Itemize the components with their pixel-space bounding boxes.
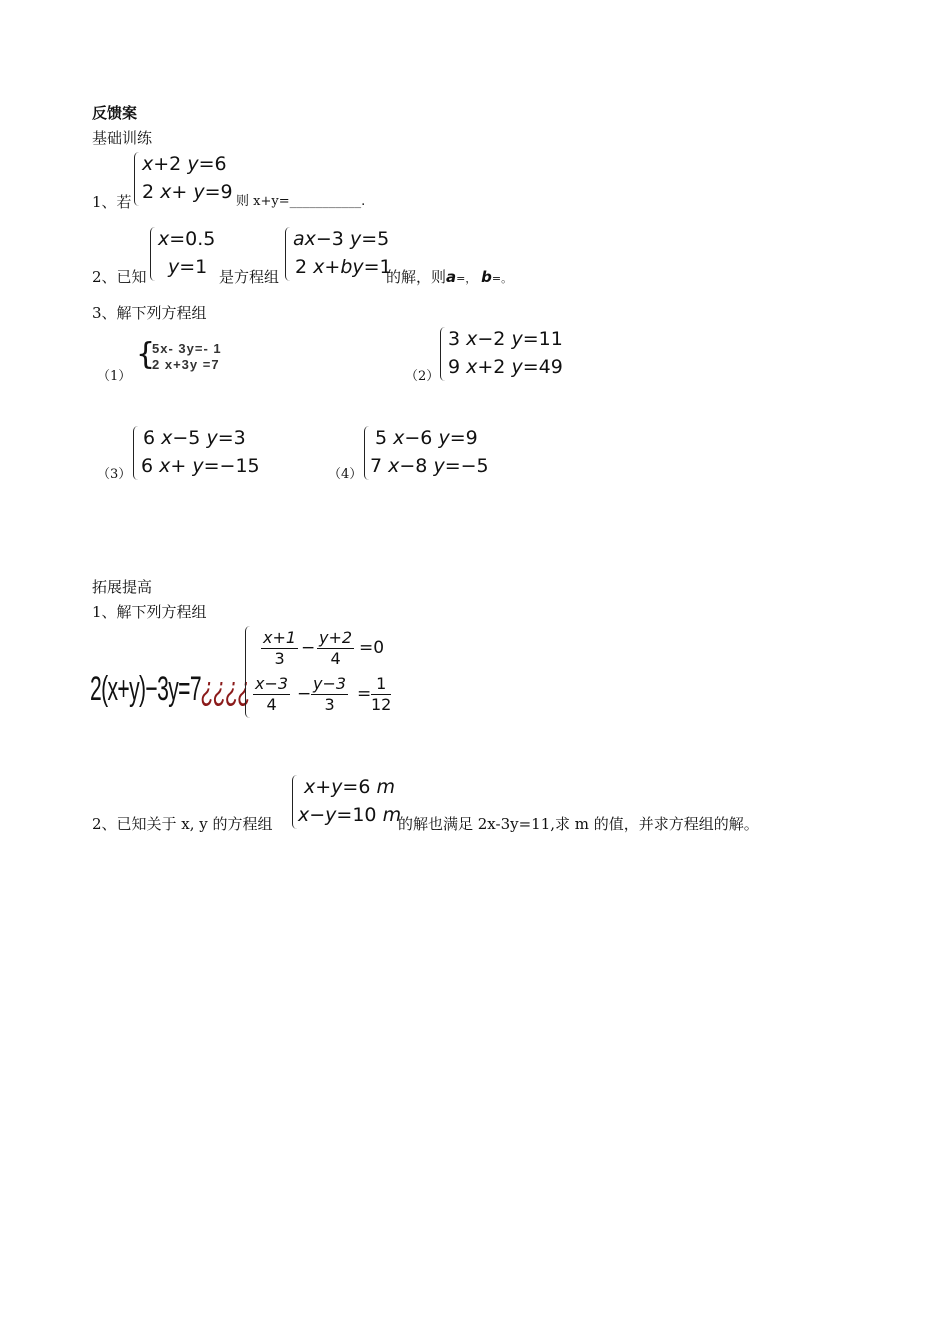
q3-p4-eq2: 7 x−8 y=−5 <box>370 455 489 477</box>
ext-q1-rhs2: = <box>357 684 372 704</box>
q3-p1-label: （1） <box>97 369 132 384</box>
q2-sol1: x=0.5 <box>158 228 216 250</box>
q2-eq1: ax−3 y=5 <box>293 228 390 250</box>
section-heading-basic: 基础训练 <box>92 129 153 147</box>
curly-brace-icon: { <box>136 337 156 372</box>
left-brace <box>245 626 252 718</box>
left-brace <box>440 327 447 381</box>
ext-q2-eq2: x−y=10 m <box>298 804 402 826</box>
ext-q1-frac1b: $\frac{y+2}{4}$ <box>319 628 353 668</box>
q1-tail: 则 x+y=___________. <box>236 194 366 209</box>
ext-q1-system <box>245 624 405 720</box>
page-title: 反馈案 <box>92 104 138 122</box>
ext-q1-rhs1: =0 <box>359 638 385 658</box>
left-brace <box>134 152 141 206</box>
ext-q1-frac2b: $\frac{y-3}{3}$ <box>313 674 347 714</box>
q2-number: 2、已知 <box>92 268 147 286</box>
q3-p1-eq1: 5x- 3y=- 1 <box>152 341 222 356</box>
q1-system <box>134 150 234 208</box>
q2-mid-text: 是方程组 <box>219 268 280 286</box>
q3-p3-label: （3） <box>97 467 132 482</box>
ext-q2-text-pre: 2、已知关于 x, y 的方程组 <box>92 815 273 833</box>
ext-q2-eq1: x+y=6 m <box>304 776 395 798</box>
q1-eq1: x+2 y=6 <box>142 153 227 175</box>
q3-p4-label: （4） <box>328 467 363 482</box>
q3-text: 3、解下列方程组 <box>92 304 207 322</box>
ext-q1-frac2c: $\frac{1}{12}$ <box>371 674 392 714</box>
q2-eq2: 2 x+by=1 <box>295 256 392 278</box>
ext-q1-expr: 2(x+y)−3y=7¿¿¿¿ <box>90 670 250 708</box>
q3-p1-eq2: 2 x+3y =7 <box>152 357 220 372</box>
q3-p2-eq2: 9 x+2 y=49 <box>448 356 563 378</box>
q3-p2-label: （2） <box>405 369 440 384</box>
ext-q1-op1: − <box>301 638 316 658</box>
ext-q2-system <box>292 773 402 831</box>
q3-p2-system <box>440 325 563 383</box>
q3-p3-eq1: 6 x−5 y=3 <box>143 427 246 449</box>
q2-sol2: y=1 <box>168 256 208 278</box>
section-heading-extension: 拓展提高 <box>92 578 153 596</box>
q3-p4-system <box>364 424 489 482</box>
ext-q2-text-post: 的解也满足 2x-3y=11,求 m 的值，并求方程组的解。 <box>398 815 759 833</box>
q1-number: 1、若 <box>92 193 132 211</box>
q3-p3-system <box>133 424 260 482</box>
ext-q1-frac2a: $\frac{x-3}{4}$ <box>255 674 289 714</box>
left-brace <box>285 227 292 281</box>
ext-q1-op2: − <box>297 684 312 704</box>
q2-system <box>285 225 392 283</box>
left-brace <box>150 227 157 281</box>
left-brace <box>133 426 140 480</box>
ext-q1-frac1a: $\frac{x+1}{3}$ <box>263 628 297 668</box>
q3-p3-eq2: 6 x+ y=−15 <box>141 455 260 477</box>
q3-p4-eq1: 5 x−6 y=9 <box>375 427 478 449</box>
q2-tail: 的解，则a=， b=。 <box>386 268 513 286</box>
q2-solution <box>150 225 215 283</box>
q3-p2-eq1: 3 x−2 y=11 <box>448 328 563 350</box>
ext-q1-text: 1、解下列方程组 <box>92 603 207 621</box>
q1-eq2: 2 x+ y=9 <box>142 181 233 203</box>
